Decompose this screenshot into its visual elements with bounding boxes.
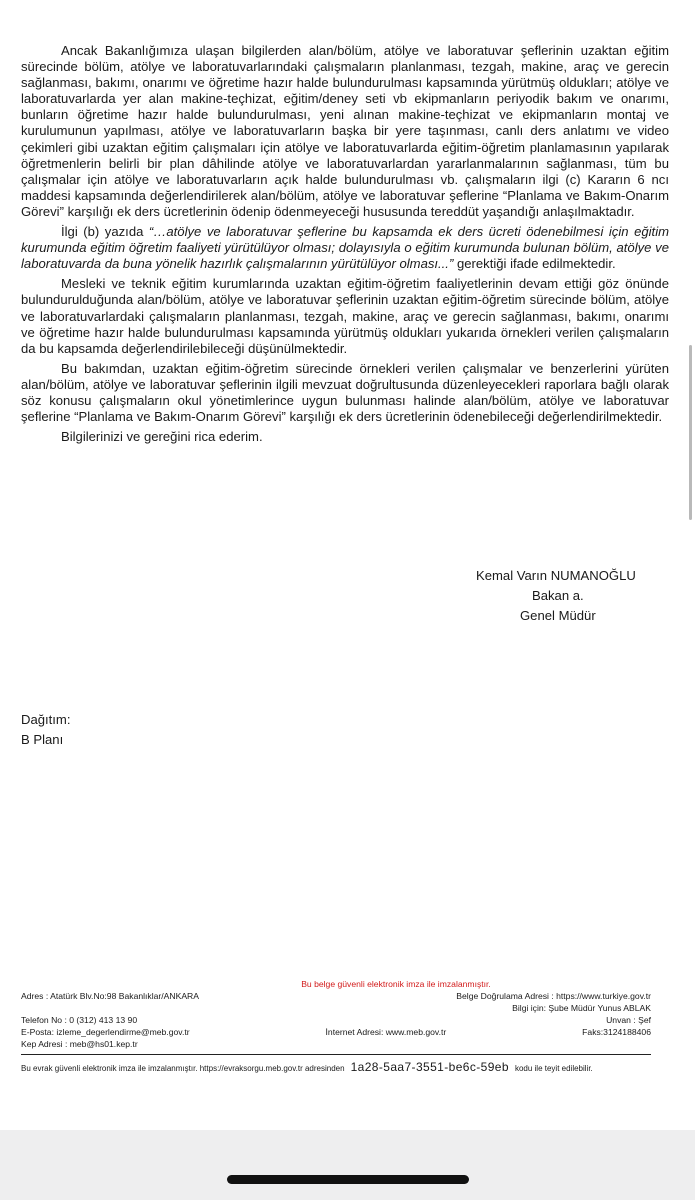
footer-row-1: [21, 990, 651, 1002]
signatory-name: Kemal Varın NUMANOĞLU: [476, 568, 636, 583]
paragraph-2-lead: İlgi (b) yazıda: [61, 224, 149, 240]
footer-address: Adres : Atatürk Blv.No:98 Bakanlıklar/ANKARA: [21, 991, 199, 1001]
signatory-title: Genel Müdür: [520, 608, 596, 623]
verification-line: [21, 1054, 651, 1075]
viewer-bottom-bar: [0, 1130, 695, 1200]
footer-row-3: [21, 1014, 651, 1026]
footer-email: E-Posta: izleme_degerlendirme@meb.gov.tr: [21, 1027, 190, 1037]
signatory-capacity: Bakan a.: [532, 588, 584, 603]
home-indicator[interactable]: [227, 1175, 469, 1184]
paragraph-1: Ancak Bakanlığımıza ulaşan bilgilerden alan/bölüm, atölye ve laboratuvar şeflerinin uzaktan eğitim sürecinde bölüm, atölye ve laboratuvarlarındaki çalışmaların planlanması, tezgah, makine, araç ve gerecin sağlanması, bakımı, onarımı ve öğretime hazır halde bulundurulması kapsamında yürütmüş oldukları; atölye ve laboratuvarlarda yer alan makine-teçhizat, eğitim/deney seti vb ekipmanların periyodik bakım ve onarımı, bunların öğretime hazır halde bulundurulması, yeni alınan makine-teçhizat ve ekipmanların montaj ve kurulumunun yapılması, atölye ve laboratuvarların başka bir yere taşınması, canlı ders anlatımı ve video çekimleri gibi uzaktan eğitim çalışmaları için atölye ve laboratuvarlarda eğitim-öğretim planlamasının yapılarak öğretmenlerin belirli bir plan dâhilinde atölye ve laboratuvarlardan yararlanmalarının sağlanması, tüm bu çalışmalar için atölye ve laboratuvarların açık halde bulundurulması vb. çalışmaların ilgi (c) Kararın 6 ncı maddesi kapsamında değerlendirilerek alan/bölüm, atölye ve laboratuvar şeflerine “Planlama ve Bakım-Onarım Görevi” karşılığı ek ders ücretlerinin ödenip ödenmeyeceği hususunda tereddüt yaşandığı anlaşılmaktadır.: [21, 43, 669, 219]
paragraph-3: Mesleki ve teknik eğitim kurumlarında uzaktan eğitim-öğretim faaliyetlerinin devam ettiği göz önünde bulundurulduğunda alan/bölüm, atölye ve laboratuvar şeflerinin uzaktan eğitim-öğretim sürecinde bölüm, atölye ve laboratuvarlardaki çalışmaların planlanması, tezgah, makine, araç ve gerecin sağlanması, bakımı, onarımı ve öğretime hazır halde bulundurulması kapsamında yürütmüş oldukları yukarıda örnekleri verilen çalışmaların da bu kapsamda değerlendirilebileceği düşünülmektedir.: [21, 276, 669, 356]
distribution-item: B Planı: [21, 732, 64, 747]
footer-row-2: [21, 1002, 651, 1014]
verification-tail: kodu ile teyit edilebilir.: [514, 1064, 593, 1073]
esign-notice: Bu belge güvenli elektronik imza ile imzalanmıştır.: [301, 979, 491, 989]
footer-kep: Kep Adresi : meb@hs01.kep.tr: [21, 1039, 138, 1049]
signature-block: [476, 566, 636, 626]
paragraph-2-quote: “…atölye ve laboratuvar şeflerine bu kapsamda ek ders ücreti ödenebilmesi için eğitim kurumunda eğitim öğretim faaliyeti yürütülüyor olması; dolayısıyla o eğitim kurumunda bulunan bölüm, atölye ve laboratuvarda da buna yönelik hazırlık çalışmalarının yürütülüyor olması...”: [21, 224, 670, 272]
closing-paragraph: Bilgilerinizi ve gereğini rica ederim.: [61, 429, 263, 445]
footer-row-4: [21, 1026, 651, 1038]
distribution-block: [21, 710, 70, 750]
footer-info-contact: Bilgi için: Şube Müdür Yunus ABLAK: [512, 1003, 651, 1013]
footer-phone: Telefon No : 0 (312) 413 13 90: [21, 1015, 138, 1025]
distribution-label: Dağıtım:: [21, 712, 71, 727]
footer-fax: Faks:3124188406: [582, 1027, 651, 1037]
paragraph-2: [21, 224, 669, 272]
verification-code: 1a28-5aa7-3551-be6c-59eb: [350, 1060, 509, 1074]
footer-row-5: [21, 1038, 651, 1050]
footer-contact-title: Unvan : Şef: [606, 1015, 651, 1025]
scrollbar-thumb[interactable]: [689, 345, 692, 520]
paragraph-2-tail: gerektiği ifade edilmektedir.: [453, 256, 616, 272]
paragraph-4: Bu bakımdan, uzaktan eğitim-öğretim sürecinde örnekleri verilen çalışmalar ve benzerlerini yürüten alan/bölüm, atölye ve laboratuvar şeflerinin ilgili mevzuat doğrultusunda düzenleyecekleri raporlara bağlı olarak söz konusu çalışmaların okul yönetimlerince uygun bulunması halinde alan/bölüm, atölye ve laboratuvar şeflerine “Planlama ve Bakım-Onarım Görevi” karşılığı ek ders ücretlerinin ödenebileceği değerlendirilmektedir.: [21, 360, 669, 425]
verification-lead: Bu evrak güvenli elektronik imza ile imzalanmıştır. https://evraksorgu.meb.gov.tr adresinden: [21, 1064, 345, 1073]
document-footer: [21, 978, 651, 1075]
footer-verify-address: Belge Doğrulama Adresi : https://www.turkiye.gov.tr: [456, 991, 651, 1001]
footer-web: İnternet Adresi: www.meb.gov.tr: [325, 1027, 447, 1037]
letter-body: [21, 43, 669, 449]
